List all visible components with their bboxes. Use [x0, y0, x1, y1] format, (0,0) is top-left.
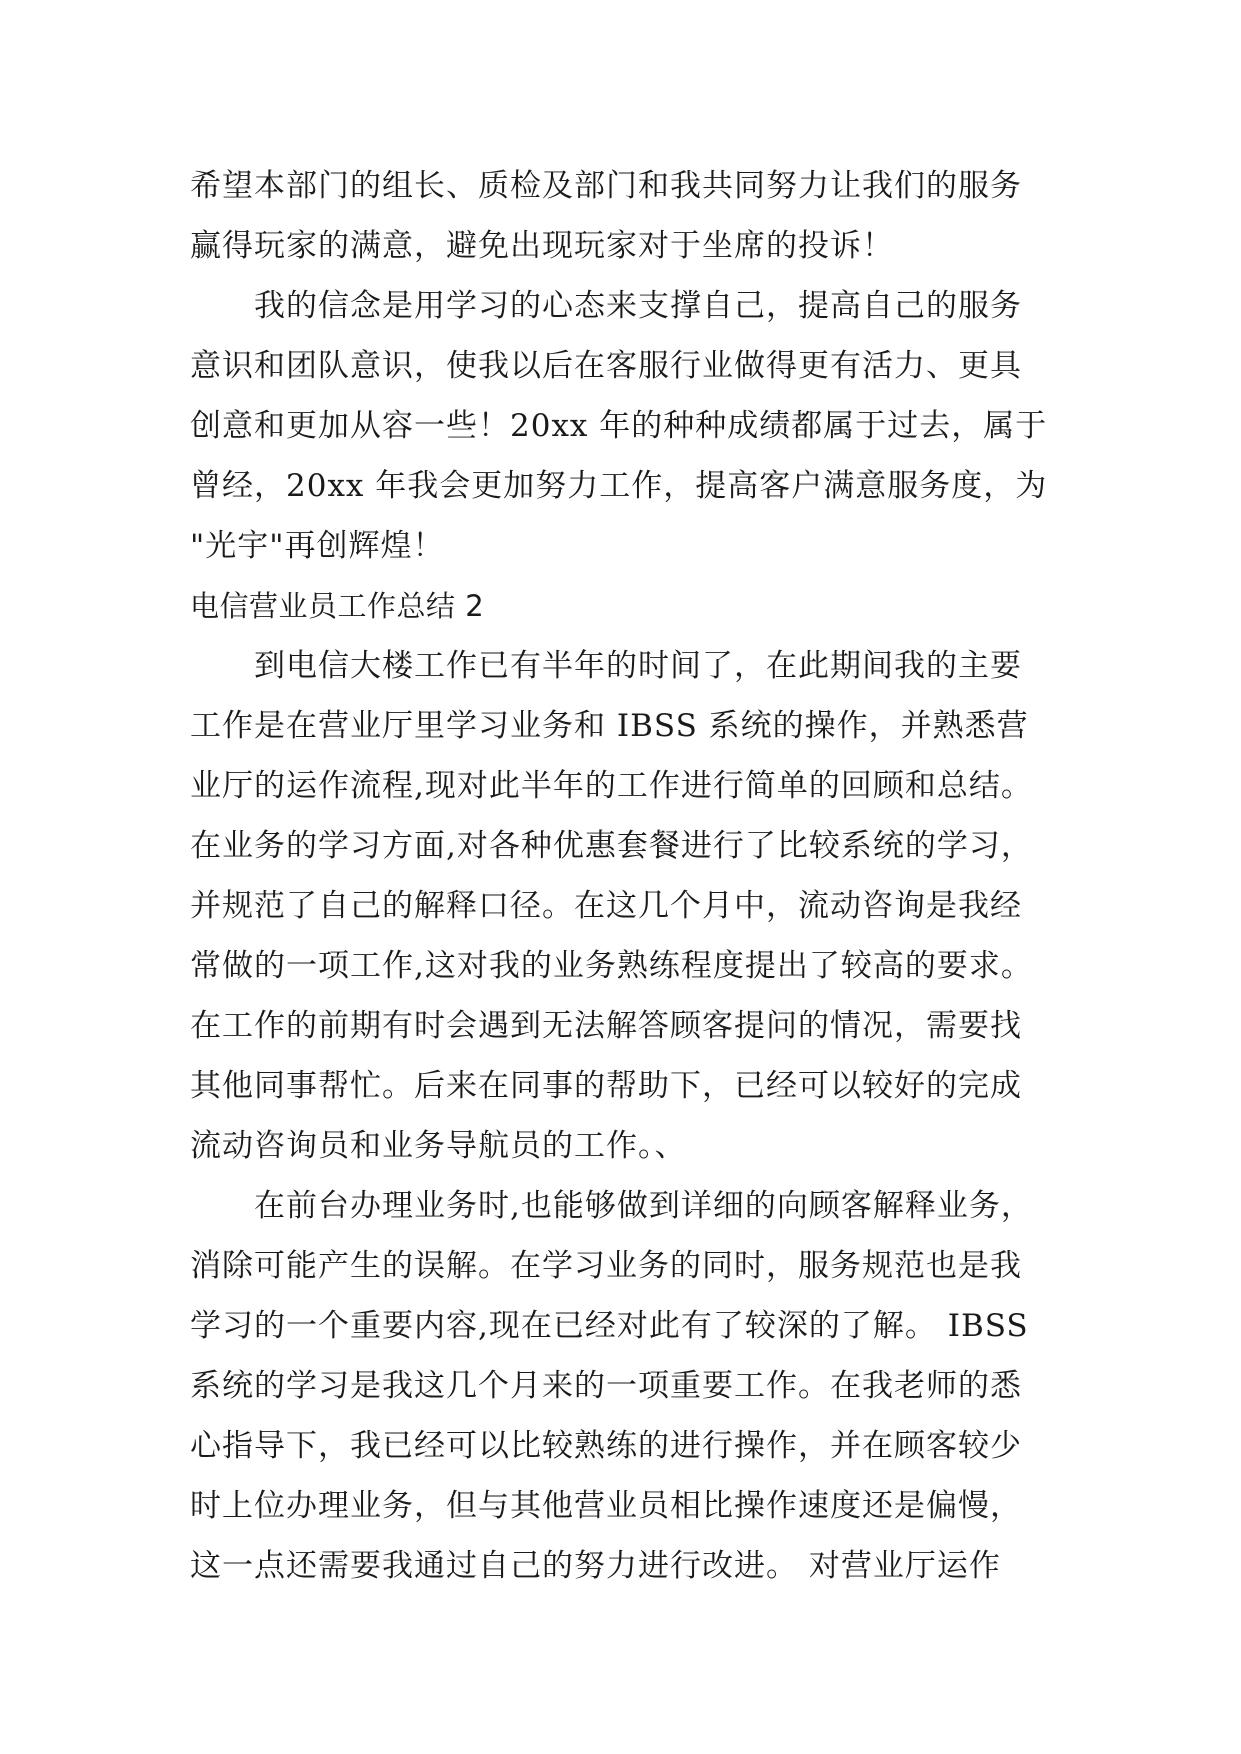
text-line: 在前台办理业务时,也能够做到详细的向顾客解释业务， — [254, 1188, 1033, 1224]
heading-text: 电信营业员工作总结 2 — [190, 589, 485, 623]
text-line: 并规范了自己的解释口径。在这几个月中，流动咨询是我经 — [190, 888, 1022, 924]
text-line: 学习的一个重要内容,现在已经对此有了较深的了解。 IBSS — [190, 1308, 1029, 1344]
text-line: 时上位办理业务，但与其他营业员相比操作速度还是偏慢， — [190, 1488, 1022, 1524]
paragraph — [190, 1176, 1060, 1596]
text-line: 工作是在营业厅里学习业务和 IBSS 系统的操作，并熟悉营 — [190, 708, 1029, 744]
text-line: 系统的学习是我这几个月来的一项重要工作。在我老师的悉 — [190, 1368, 1022, 1404]
text-line: 心指导下，我已经可以比较熟练的进行操作，并在顾客较少 — [190, 1428, 1022, 1464]
text-line: 创意和更加从容一些！20xx 年的种种成绩都属于过去，属于 — [190, 408, 1048, 444]
text-line: 在工作的前期有时会遇到无法解答顾客提问的情况，需要找 — [190, 1008, 1022, 1044]
paragraph — [190, 276, 1060, 576]
text-line: 业厅的运作流程,现对此半年的工作进行简单的回顾和总结。 — [190, 768, 1033, 804]
paragraph — [190, 156, 1060, 276]
text-line: 消除可能产生的误解。在学习业务的同时，服务规范也是我 — [190, 1248, 1022, 1284]
document-body — [190, 156, 1060, 1596]
text-line: 在业务的学习方面,对各种优惠套餐进行了比较系统的学习， — [190, 828, 1033, 864]
text-line: 到电信大楼工作已有半年的时间了，在此期间我的主要 — [254, 648, 1022, 684]
text-line: "光宇"再创辉煌！ — [190, 528, 445, 564]
text-line: 流动咨询员和业务导航员的工作。、 — [190, 1128, 687, 1164]
text-line: 我的信念是用学习的心态来支撑自己，提高自己的服务 — [254, 288, 1022, 324]
paragraph — [190, 636, 1060, 1176]
text-line: 曾经，20xx 年我会更加努力工作，提高客户满意服务度，为 — [190, 468, 1048, 504]
text-line: 意识和团队意识，使我以后在客服行业做得更有活力、更具 — [190, 348, 1022, 384]
text-line: 其他同事帮忙。后来在同事的帮助下，已经可以较好的完成 — [190, 1068, 1022, 1104]
text-line: 这一点还需要我通过自己的努力进行改进。 对营业厅运作 — [190, 1548, 1001, 1584]
section-heading — [190, 576, 1060, 636]
text-line: 赢得玩家的满意，避免出现玩家对于坐席的投诉！ — [190, 228, 894, 264]
text-line: 常做的一项工作,这对我的业务熟练程度提出了较高的要求。 — [190, 948, 1033, 984]
text-line: 希望本部门的组长、质检及部门和我共同努力让我们的服务 — [190, 168, 1022, 204]
